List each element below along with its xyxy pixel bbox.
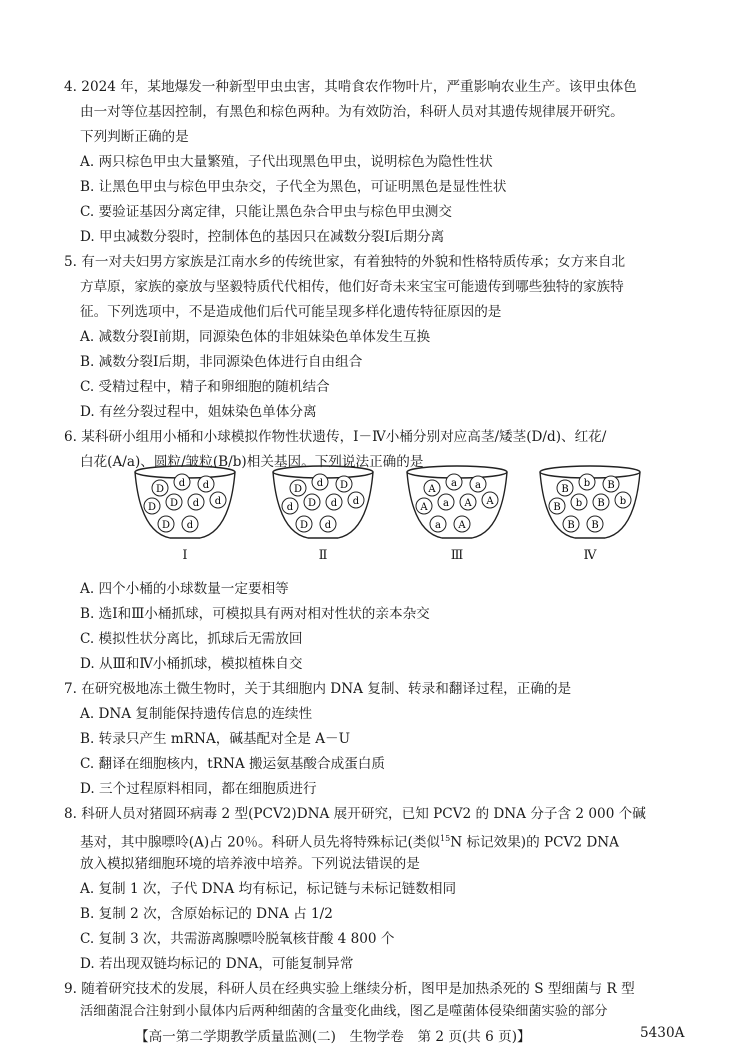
ball-label: B (567, 520, 575, 531)
ball-label: D (161, 520, 171, 531)
ball-label: a (435, 520, 441, 531)
q8-option-a: A. 复制 1 次，子代 DNA 均有标记，标记链与未标记链数相同 (80, 881, 457, 897)
q8-line-3: 放入模拟猪细胞环境的培养液中培养。下列说法错误的是 (80, 856, 420, 872)
ball-label: d (202, 480, 210, 491)
ball-label: A (428, 484, 436, 495)
q8-line-2-text: 基对，其中腺嘌呤(A)占 20％。科研人员先将特殊标记(类似 (80, 834, 441, 851)
ball-label: a (475, 480, 481, 491)
ball-label: d (192, 498, 200, 509)
ball-label: B (607, 480, 615, 491)
bucket-3-drawing (402, 462, 512, 546)
ball-label: D (299, 520, 309, 531)
bucket-4-label: Ⅳ (583, 548, 597, 563)
q5-line-1: 5. 有一对夫妇男方家族是江南水乡的传统世家，有着独特的外貌和性格特质传承；女方来自北 (64, 254, 626, 270)
ball-label: b (575, 498, 583, 509)
bucket-3 (402, 462, 512, 570)
ball-label: B (597, 498, 605, 509)
ball-label: d (330, 498, 338, 509)
q5-option-a: A. 减数分裂Ⅰ前期，同源染色体的非姐妹染色单体发生互换 (80, 329, 431, 345)
ball-label: d (316, 478, 324, 489)
q6-option-a: A. 四个小桶的小球数量一定要相等 (80, 581, 289, 597)
ball-label: d (324, 520, 332, 531)
q7-option-d: D. 三个过程原料相同，都在细胞质进行 (80, 781, 317, 797)
q7-option-a: A. DNA 复制能保持遗传信息的连续性 (80, 706, 313, 722)
q6-option-d: D. 从Ⅲ和Ⅳ小桶抓球，模拟植株自交 (80, 656, 303, 672)
ball-label: d (214, 496, 222, 507)
q4-line-3: 下列判断正确的是 (80, 129, 189, 145)
q6-line-2: 白花(A/a)、圆粒/皱粒(B/b)相关基因。下列说法正确的是 (80, 454, 424, 470)
q5-line-3: 征。下列选项中，不是造成他们后代可能呈现多样化遗传特征原因的是 (80, 304, 502, 320)
ball-label: D (169, 498, 179, 509)
q4-option-d: D. 甲虫减数分裂时，控制体色的基因只在减数分裂Ⅰ后期分离 (80, 229, 445, 245)
bucket-2-drawing (268, 462, 378, 546)
ball-label: d (186, 520, 194, 531)
q4-line-2: 由一对等位基因控制，有黑色和棕色两种。为有效防治，科研人员对其遗传规律展开研究。 (80, 104, 624, 120)
ball-label: B (561, 484, 569, 495)
bucket-2-label: Ⅱ (318, 548, 328, 563)
q4-line-1: 4. 2024 年，某地爆发一种新型甲虫虫害，其啃食农作物叶片，严重影响农业生产。该甲虫体色 (64, 79, 637, 95)
q4-option-a: A. 两只棕色甲虫大量繁殖，子代出现黑色甲虫，说明棕色为隐性性状 (80, 154, 493, 170)
bucket-1-drawing (130, 462, 240, 546)
q9-line-1: 9. 随着研究技术的发展，科研人员在经典实验上继续分析，图甲是加热杀死的 S 型细菌与 R 型 (64, 981, 635, 997)
bucket-figure (130, 462, 650, 570)
q8-option-b: B. 复制 2 次，含原始标记的 DNA 占 1/2 (80, 906, 333, 922)
ball-label: D (155, 484, 165, 495)
q7-line-1: 7. 在研究极地冻土微生物时，关于其细胞内 DNA 复制、转录和翻译过程，正确的是 (64, 681, 572, 697)
ball-label: A (486, 496, 494, 507)
bucket-4 (535, 462, 645, 570)
ball-label: D (147, 502, 157, 513)
ball-label: d (178, 478, 186, 489)
q8-isotope-mass: 15 (440, 834, 451, 843)
q5-option-c: C. 受精过程中，精子和卵细胞的随机结合 (80, 379, 330, 395)
page-footer: 【高一第二学期教学质量监测(二) 生物学卷 第 2 页(共 6 页)】 (135, 1029, 531, 1045)
bucket-4-drawing (535, 462, 645, 546)
bucket-1 (130, 462, 240, 570)
ball-label: b (583, 478, 591, 489)
q8-option-c: C. 复制 3 次，共需游离腺嘌呤脱氧核苷酸 4 800 个 (80, 931, 395, 947)
ball-label: a (443, 498, 449, 509)
q7-option-b: B. 转录只产生 mRNA，碱基配对全是 A－U (80, 731, 351, 747)
ball-label: B (553, 502, 561, 513)
bucket-2 (268, 462, 378, 570)
q5-line-2: 方草原，家族的豪放与坚毅特质代代相传，他们好奇未来宝宝可能遗传到哪些独特的家族特 (80, 279, 624, 295)
ball-label: A (458, 520, 466, 531)
q9-line-2: 活细菌混合注射到小鼠体内后两种细菌的含量变化曲线，图乙是噬菌体侵染细菌实验的部分 (80, 1004, 608, 1019)
ball-label: B (591, 520, 599, 531)
ball-label: D (307, 498, 317, 509)
ball-label: A (420, 502, 428, 513)
q7-option-c: C. 翻译在细胞核内，tRNA 搬运氨基酸合成蛋白质 (80, 756, 385, 772)
q8-line-1: 8. 科研人员对猪圆环病毒 2 型(PCV2)DNA 展开研究，已知 PCV2 的 DNA 分子含 2 000 个碱 (64, 806, 646, 822)
ball-label: d (286, 502, 294, 513)
q5-option-b: B. 减数分裂Ⅰ后期，非同源染色体进行自由组合 (80, 354, 363, 370)
bucket-1-label: Ⅰ (182, 548, 188, 563)
q6-option-c: C. 模拟性状分离比，抓球后无需放回 (80, 631, 303, 647)
q8-option-d: D. 若出现双链均标记的 DNA，可能复制异常 (80, 956, 354, 972)
q4-option-b: B. 让黑色甲虫与棕色甲虫杂交，子代全为黑色，可证明黑色是显性性状 (80, 179, 507, 195)
ball-label: D (293, 484, 303, 495)
ball-label: b (619, 496, 627, 507)
ball-label: a (451, 478, 457, 489)
q6-line-1: 6. 某科研小组用小桶和小球模拟作物性状遗传，Ⅰ－Ⅳ小桶分别对应高茎/矮茎(D/d)、红花/ (64, 429, 607, 445)
q8-line-2 (80, 830, 619, 852)
paper-code: 5430A (640, 1025, 685, 1041)
ball-label: d (352, 496, 360, 507)
bucket-3-label: Ⅲ (450, 548, 464, 563)
q6-option-b: B. 选Ⅰ和Ⅲ小桶抓球，可模拟具有两对相对性状的亲本杂交 (80, 606, 430, 622)
ball-label: A (464, 498, 472, 509)
ball-label: D (339, 480, 349, 491)
q8-line-2-text-b: N 标记效果)的 PCV2 DNA (450, 834, 619, 851)
q4-option-c: C. 要验证基因分离定律，只能让黑色杂合甲虫与棕色甲虫测交 (80, 204, 452, 220)
q5-option-d: D. 有丝分裂过程中，姐妹染色单体分离 (80, 404, 317, 420)
